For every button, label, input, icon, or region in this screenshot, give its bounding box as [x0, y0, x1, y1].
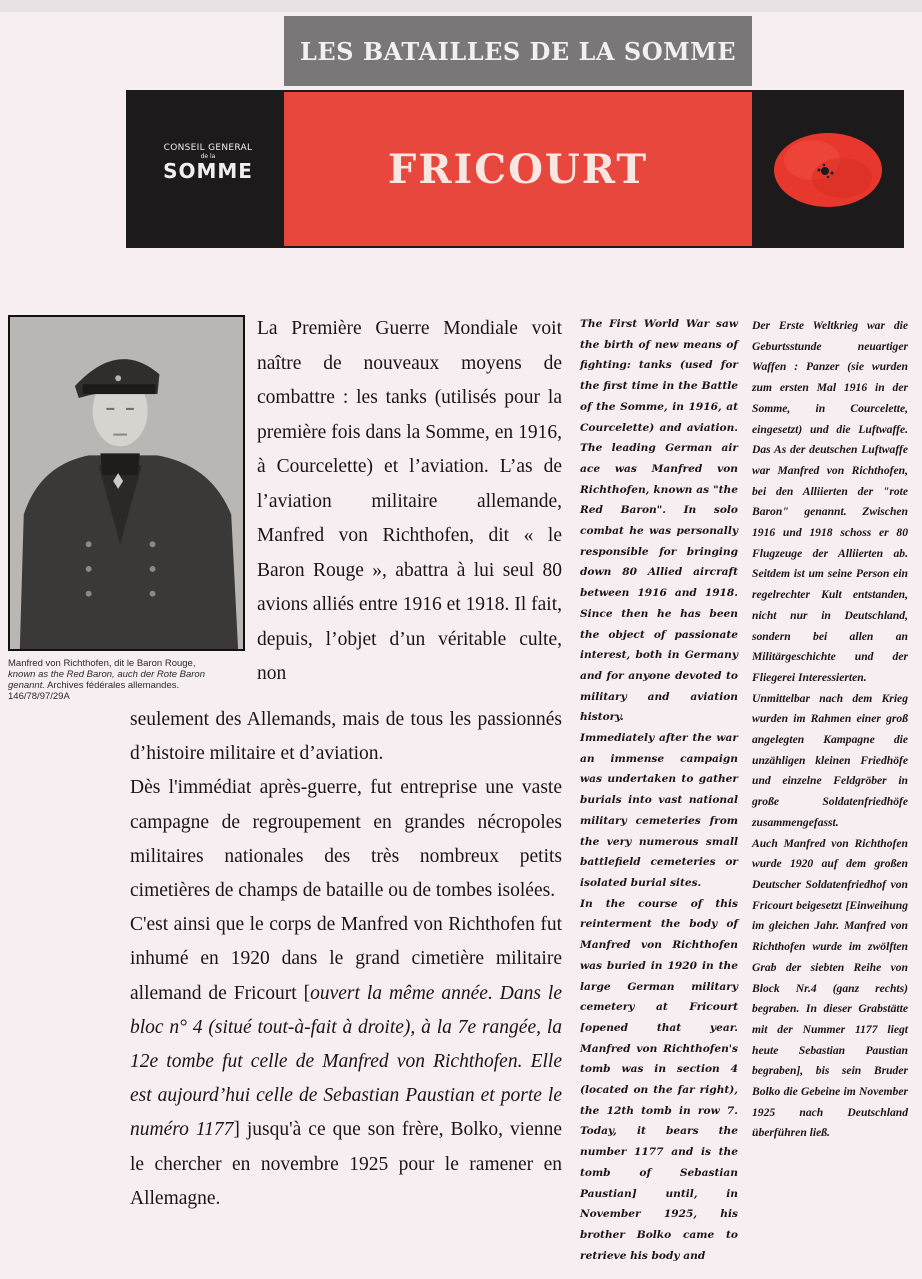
poppy-icon — [772, 130, 884, 210]
place-title: FRICOURT — [387, 145, 649, 193]
english-paragraph-2: Immediately after the war an immense campaign was undertaken to gather burials into vast national military cemeteries from the very numerous small battlefield cemeteries or isolated burial sites. — [580, 732, 738, 889]
german-paragraph-2: Unmittelbar nach dem Krieg wurden im Rahmen einer groß angelegten Kampagne die unzähligen kleinen Friedhöfe und einzelne Feldgröber in große Soldatenfriedhöfe zusammengefasst. — [752, 691, 908, 829]
logo-line-3: SOMME — [163, 159, 253, 183]
french-paragraph-2: Dès l'immédiat après-guerre, fut entreprise une vaste campagne de regroupement en grandes nécropoles militaires nationales des très nombreux petits cimetières de champs de bataille ou de tombes isolées. — [130, 777, 562, 902]
caption-line-3: genannt. Archives fédérales allemandes. — [8, 680, 180, 691]
german-paragraph-3: Auch Manfred von Richthofen wurde 1920 auf dem großen Deutscher Soldatenfriedhof von Fricourt beigesetzt [Einweihung im gleichen Jahr. Manfred von Richthofen wurde im zwölften Grab der siebten Reihe von Block Nr.4 (ganz rechts) begraben. In dieser Grabstätte mit der Nummer 1177 liegt heute Sebastian Paustian begraben], bis sein Bruder Bolko die Gebeine im November 1925 nach Deutschland überführen ließ. — [752, 836, 908, 1140]
logo-line-2: de la — [200, 153, 216, 160]
series-title-bar — [284, 16, 752, 86]
french-text-continued — [130, 703, 562, 1216]
english-paragraph-3: In the course of this reinterment the body of Manfred von Richthofen was buried in 1920 in the large German military cemetery at Fricourt [opened that year. Manfred von Richthofen's tomb was in section 4 (located on the far right), the 12th tomb in row 7. Today, it bears the number 1177 and is the tomb of Sebastian Paustian] until, in November 1925, his brother Bolko came to retrieve his body and — [580, 897, 738, 1262]
french-p3-end: ] jusqu'à ce que son frère, Bolko, vienne le chercher en novembre 1925 pour le ramener en Allemagne. — [130, 1119, 563, 1209]
place-title-panel — [284, 92, 752, 246]
french-p3-start: C'est ainsi que le corps de Manfred von Richthofen fut inhumé en 1920 dans le grand cimetière militaire allemand de Fricourt [ — [130, 914, 562, 1004]
photo-caption — [8, 658, 254, 702]
series-title: LES BATAILLES DE LA SOMME — [299, 36, 737, 66]
caption-line-2: known as the Red Baron, auch der Rote Baron — [8, 669, 205, 680]
logo-line-1: CONSEIL GENERAL — [163, 143, 253, 153]
french-p3-italic: ouvert la même année. Dans le bloc n° 4 (situé tout-à-fait à droite), à la 7e rangée, la 12e tombe fut celle de Manfred von Richthofen. Elle est aujourd’hui celle de Sebastian Paustian et porte le numéro 1177 — [130, 982, 562, 1141]
english-paragraph-1: The First World War saw the birth of new means of fighting: tanks (used for the first time in the Battle of the Somme, in 1916, at Courcelette) and aviation. The leading German air ace was Manfred von Richthofen, known as "the Red Baron". In solo combat he was personally responsible for bringing down 80 Allied aircraft between 1916 and 1918. Since then he has been the object of passionate interest, both in Germany and for anyone devoted to military and aviation history. — [580, 318, 738, 724]
german-paragraph-1: Der Erste Weltkrieg war die Geburtsstunde neuartiger Waffen : Panzer (sie wurden zum ersten Mal 1916 in der Somme, in Courcelette, eingesetzt) und die Luftwaffe. Das As der deutschen Luftwaffe war Manfred von Richthofen, bei den Alliierten der "rote Baron" genannt. Zwischen 1916 und 1918 schoss er 80 Flugzeuge der Alliierten ab. Seitdem ist um seine Person ein regelrechter Kult entstanden, nicht nur in Deutschland, sondern bei allen an Militärgeschichte und der Fliegerei Interessierten. — [752, 319, 908, 684]
caption-line-4: 146/78/97/29A — [8, 691, 70, 702]
french-paragraph-1: La Première Guerre Mondiale voit naître de nouveaux moyens de combattre : les tanks (utilisés pour la première fois dans la Somme, en 1916, à Courcelette) et l’aviation. L’as de l’aviation militaire allemande, Manfred von Richthofen, dit « le Baron Rouge », abattra à lui seul 80 avions alliés entre 1916 et 1918. Il fait, depuis, l’objet d’un véritable culte, non — [257, 318, 562, 684]
somme-logo — [148, 143, 268, 193]
caption-line-1: Manfred von Richthofen, dit le Baron Rouge, — [8, 658, 196, 669]
french-paragraph-3 — [130, 908, 562, 1216]
english-column — [580, 314, 738, 1266]
richthofen-portrait — [8, 315, 245, 651]
german-column — [752, 316, 908, 1144]
french-paragraph-1-cont: seulement des Allemands, mais de tous les passionnés d’histoire militaire et d’aviation. — [130, 709, 562, 765]
top-strip — [0, 0, 922, 12]
